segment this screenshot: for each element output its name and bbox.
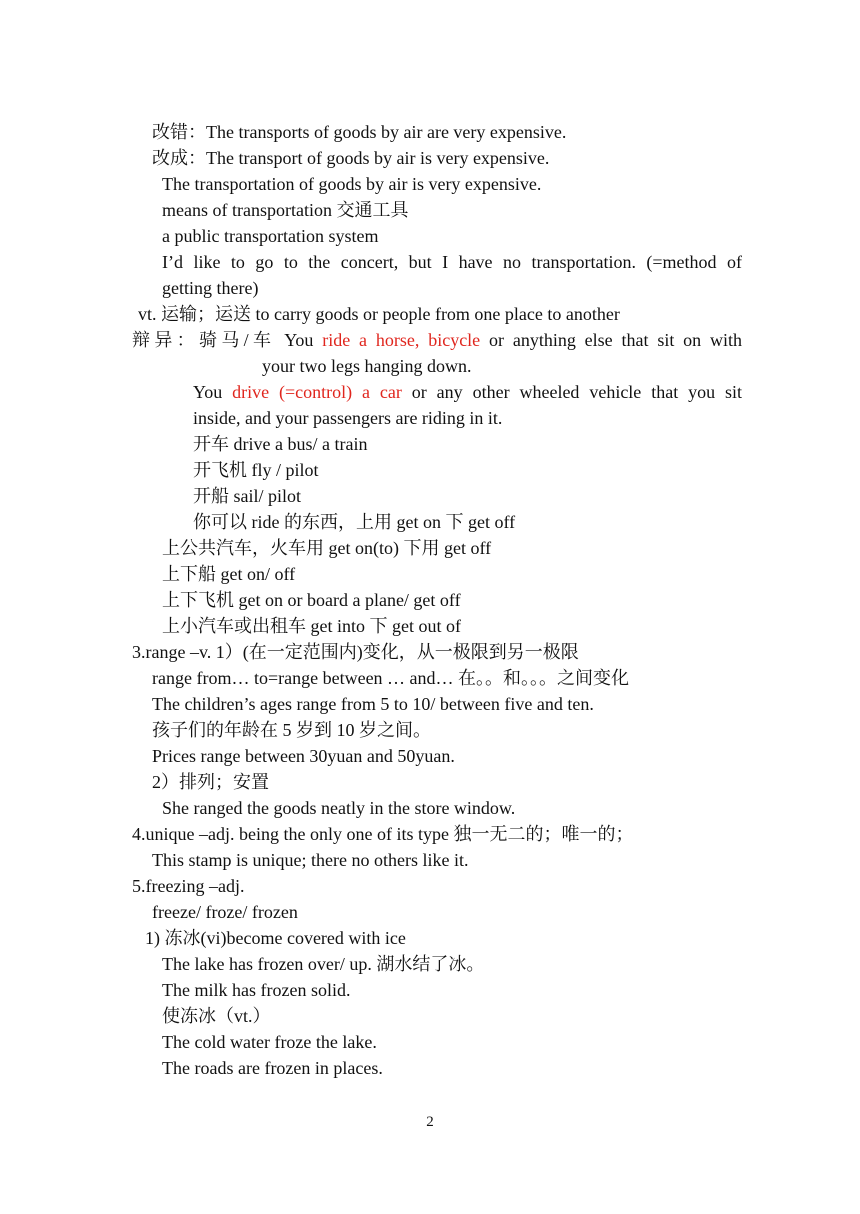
text-line: I’d like to go to the concert, but I have no transportation. (=method of: [162, 252, 742, 272]
text-line: 1) 冻冰(vi)become covered with ice: [145, 928, 406, 948]
text-line: means of transportation 交通工具: [162, 200, 409, 220]
text-line: She ranged the goods neatly in the store window.: [162, 798, 516, 818]
section-heading: 3.range –v. 1）(在一定范围内)变化，从一极限到另一极限: [132, 642, 579, 662]
text-line: freeze/ froze/ frozen: [152, 902, 298, 922]
text-line: The cold water froze the lake.: [162, 1032, 377, 1052]
text-segment: You: [193, 382, 233, 402]
text-line-with-highlight: [132, 329, 742, 351]
text-line: The lake has frozen over/ up. 湖水结了冰。: [162, 954, 485, 974]
text-line: range from… to=range between … and… 在。。和。。。之间变化: [152, 668, 630, 688]
highlighted-phrase: drive (=control) a car: [232, 382, 402, 402]
text-line: vt. 运输；运送 to carry goods or people from one place to another: [138, 304, 620, 324]
section-heading: 4.unique –adj. being the only one of its type 独一无二的；唯一的；: [132, 824, 634, 844]
text-line: 上下船 get on/ off: [162, 564, 296, 584]
text-segment: or any other wheeled vehicle that you sit: [401, 382, 743, 402]
text-line: 改成：The transport of goods by air is very expensive.: [152, 148, 550, 168]
text-line: 上下飞机 get on or board a plane/ get off: [162, 590, 461, 610]
text-line: 改错：The transports of goods by air are very expensive.: [152, 122, 567, 142]
text-line: The roads are frozen in places.: [162, 1058, 383, 1078]
text-line: 使冻冰（vt.）: [162, 1006, 271, 1026]
text-line: a public transportation system: [162, 226, 379, 246]
text-line-with-highlight: [193, 381, 742, 403]
text-line: This stamp is unique; there no others like it.: [152, 850, 469, 870]
text-line: your two legs hanging down.: [262, 356, 472, 376]
page-number: 2: [426, 1114, 434, 1130]
text-line: The milk has frozen solid.: [162, 980, 351, 1000]
text-segment: or anything else that sit on with: [480, 330, 743, 350]
text-line: The children’s ages range from 5 to 10/ between five and ten.: [152, 694, 594, 714]
text-line: 开车 drive a bus/ a train: [193, 434, 368, 454]
text-line: inside, and your passengers are riding in it.: [193, 408, 503, 428]
text-line: 开飞机 fly / pilot: [193, 460, 319, 480]
text-line: 上小汽车或出租车 get into 下 get out of: [162, 616, 461, 636]
text-line: The transportation of goods by air is very expensive.: [162, 174, 542, 194]
section-heading: 5.freezing –adj.: [132, 876, 245, 896]
text-line: getting there): [162, 278, 259, 298]
text-line: Prices range between 30yuan and 50yuan.: [152, 746, 455, 766]
highlighted-phrase: ride a horse, bicycle: [322, 330, 481, 350]
text-line: 开船 sail/ pilot: [193, 486, 301, 506]
text-line: 你可以 ride 的东西，上用 get on 下 get off: [193, 512, 516, 532]
text-segment: 辩异：骑马/车 You: [132, 330, 323, 350]
text-line: 上公共汽车，火车用 get on(to) 下用 get off: [162, 538, 492, 558]
text-line: 2）排列；安置: [152, 772, 269, 792]
text-line: 孩子们的年龄在 5 岁到 10 岁之间。: [152, 720, 431, 740]
